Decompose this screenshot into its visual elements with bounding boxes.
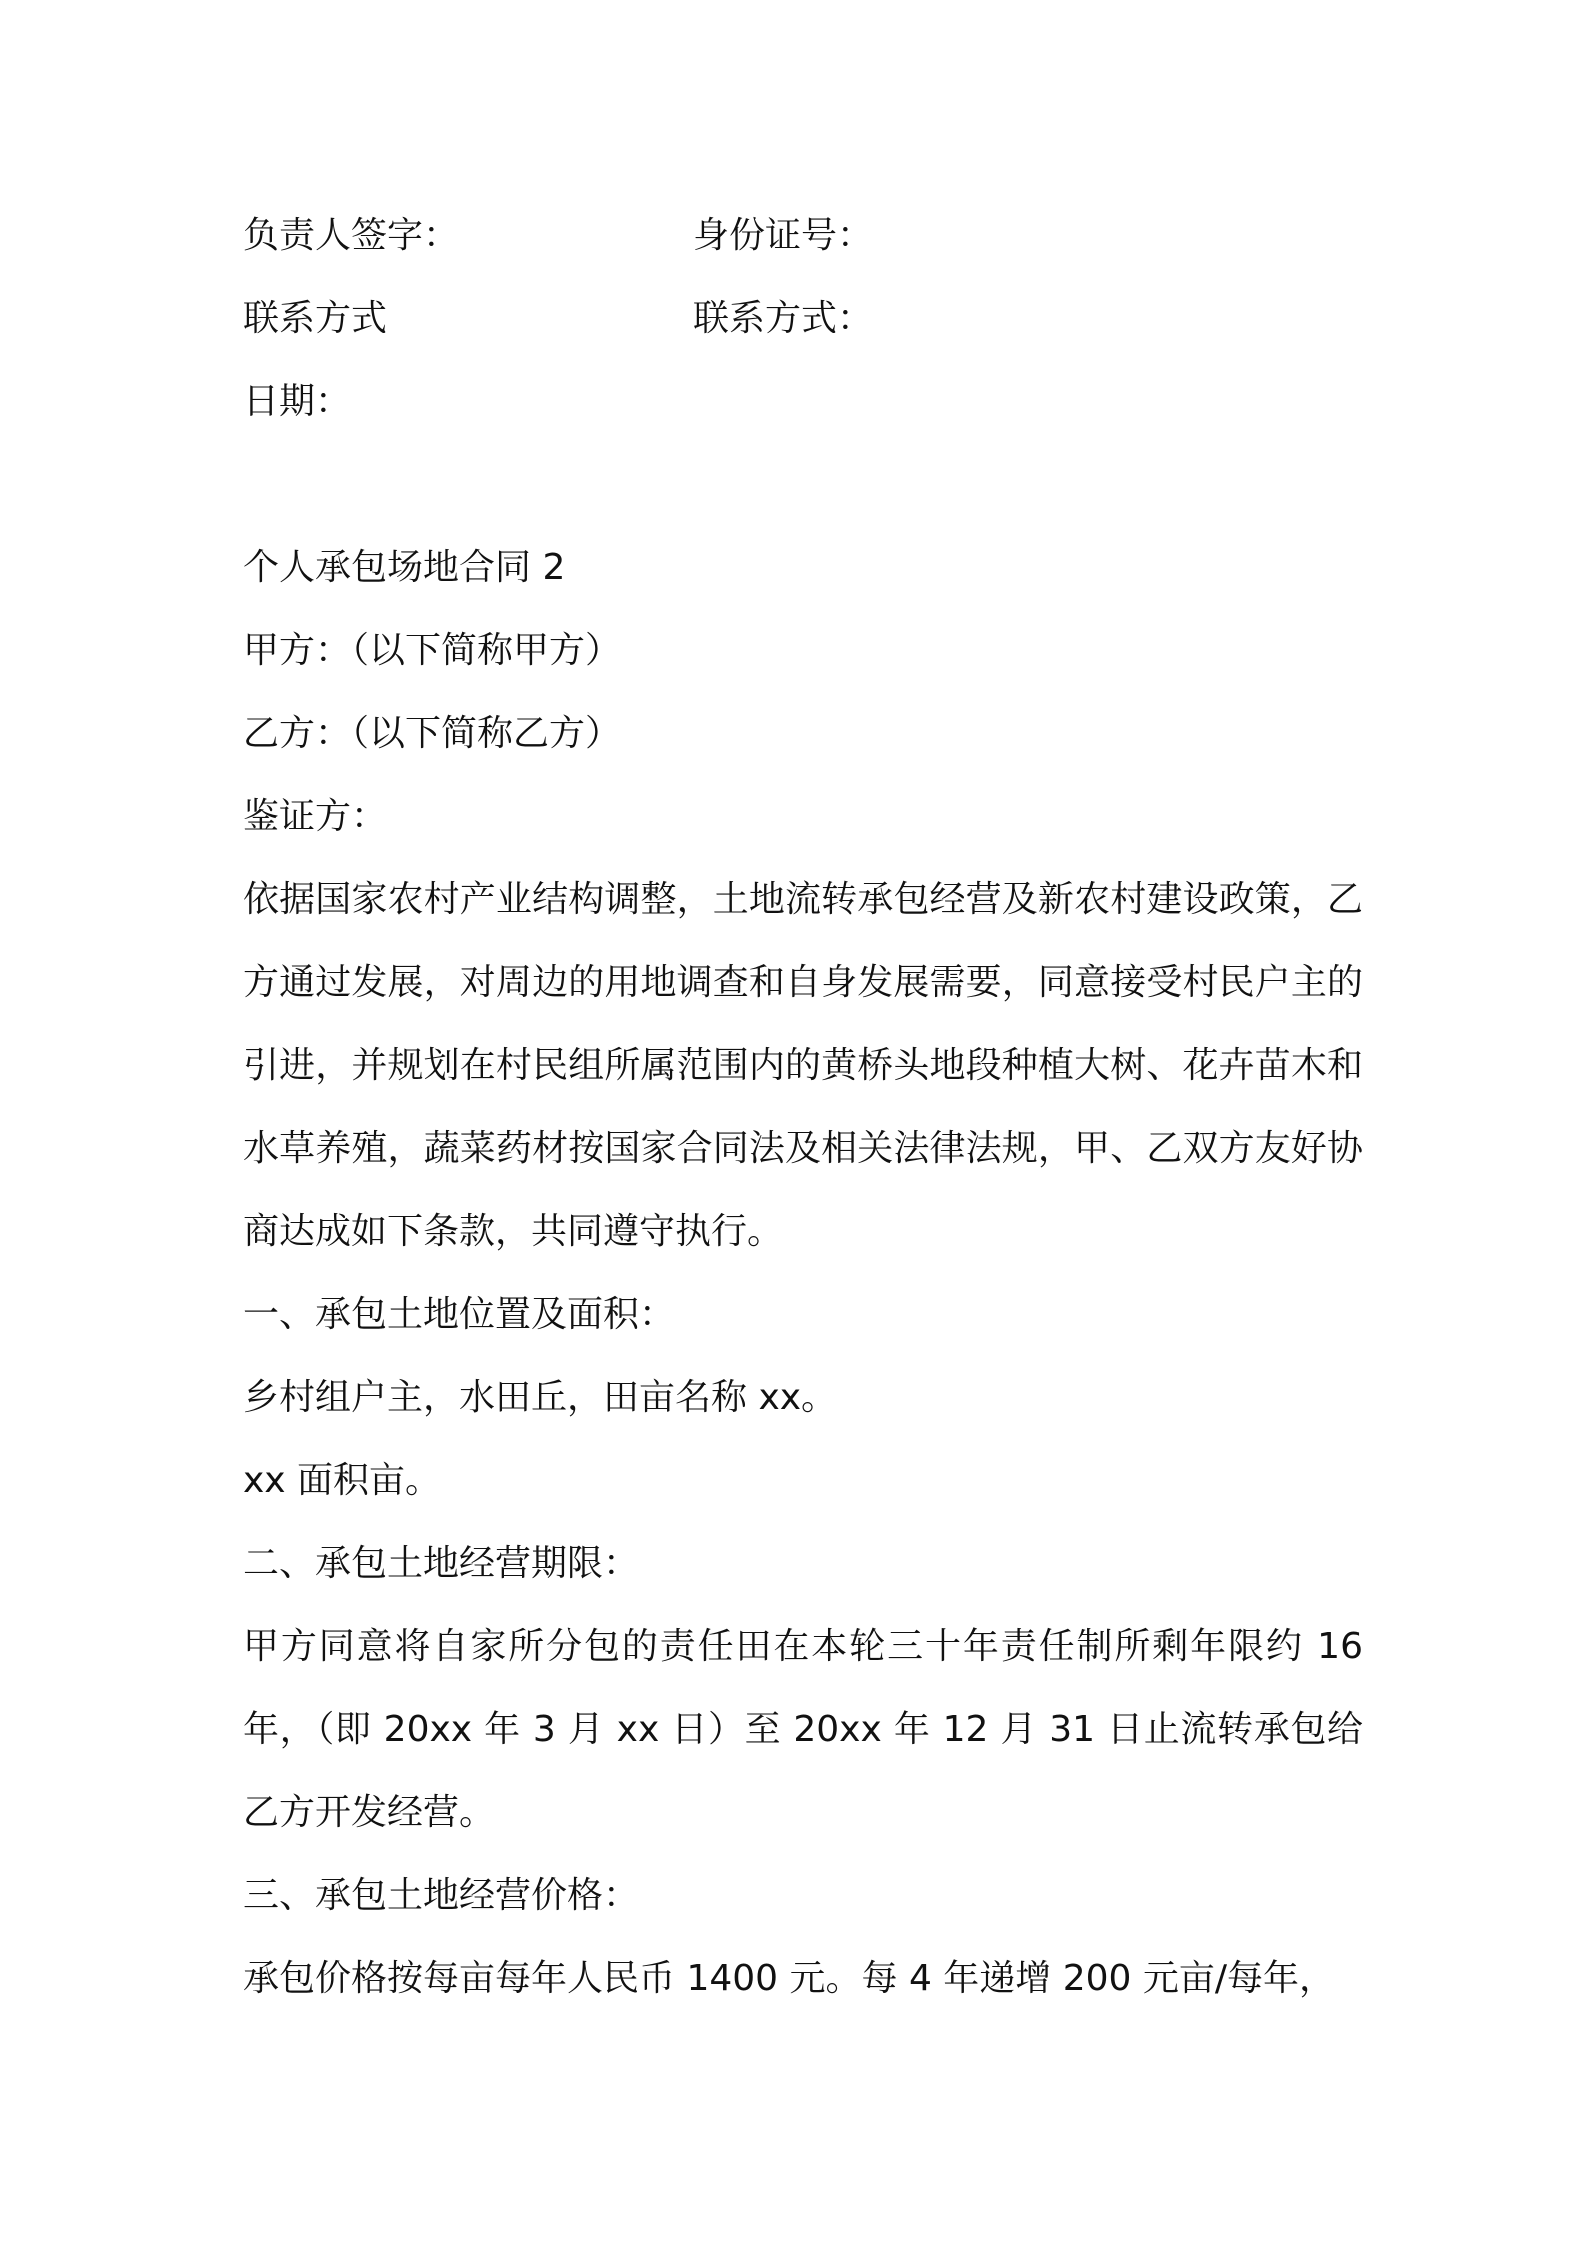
document-body xyxy=(243,194,1363,2020)
section-spacer xyxy=(243,443,1363,526)
section1-heading: 一、承包土地位置及面积： xyxy=(243,1294,676,1335)
signature-row-1 xyxy=(243,194,1363,277)
intro-paragraph: 依据国家农村产业结构调整，土地流转承包经营及新农村建设政策，乙方通过发展，对周边的用地调查和自身发展需要，同意接受村民户主的引进，并规划在村民组所属范围内的黄桥头地段种植大树、花卉苗木和水草养殖，蔬菜药材按国家合同法及相关法律法规，甲、乙双方友好协商达成如下条款，共同遵守执行。 xyxy=(243,879,1363,1252)
signature-row-2 xyxy=(243,277,1363,360)
section1-location: 乡村组户主，水田丘，田亩名称 xx。 xyxy=(243,1377,838,1418)
section2-paragraph: 甲方同意将自家所分包的责任田在本轮三十年责任制所剩年限约 16 年，（即 20xx 年 3 月 xx 日）至 20xx 年 12 月 31 日止流转承包给乙方开发经营。 xyxy=(243,1626,1363,1833)
section2-heading: 二、承包土地经营期限： xyxy=(243,1543,640,1584)
party-b-line: 乙方：（以下简称乙方） xyxy=(243,713,622,754)
witness-line: 鉴证方： xyxy=(243,796,388,837)
date-label: 日期： xyxy=(243,381,352,422)
contact-right-label: 联系方式： xyxy=(693,298,874,339)
section1-area: xx 面积亩。 xyxy=(243,1460,442,1501)
contract-title: 个人承包场地合同 2 xyxy=(243,547,566,588)
id-number-label: 身份证号： xyxy=(693,215,874,256)
section3-paragraph: 承包价格按每亩每年人民币 1400 元。每 4 年递增 200 元亩/每年， xyxy=(243,1958,1336,1999)
responsible-signature-label: 负责人签字： xyxy=(243,215,460,256)
signature-row-3 xyxy=(243,360,1363,443)
contact-left-label: 联系方式 xyxy=(243,298,388,339)
party-a-line: 甲方：（以下简称甲方） xyxy=(243,630,622,671)
section3-heading: 三、承包土地经营价格： xyxy=(243,1875,640,1916)
